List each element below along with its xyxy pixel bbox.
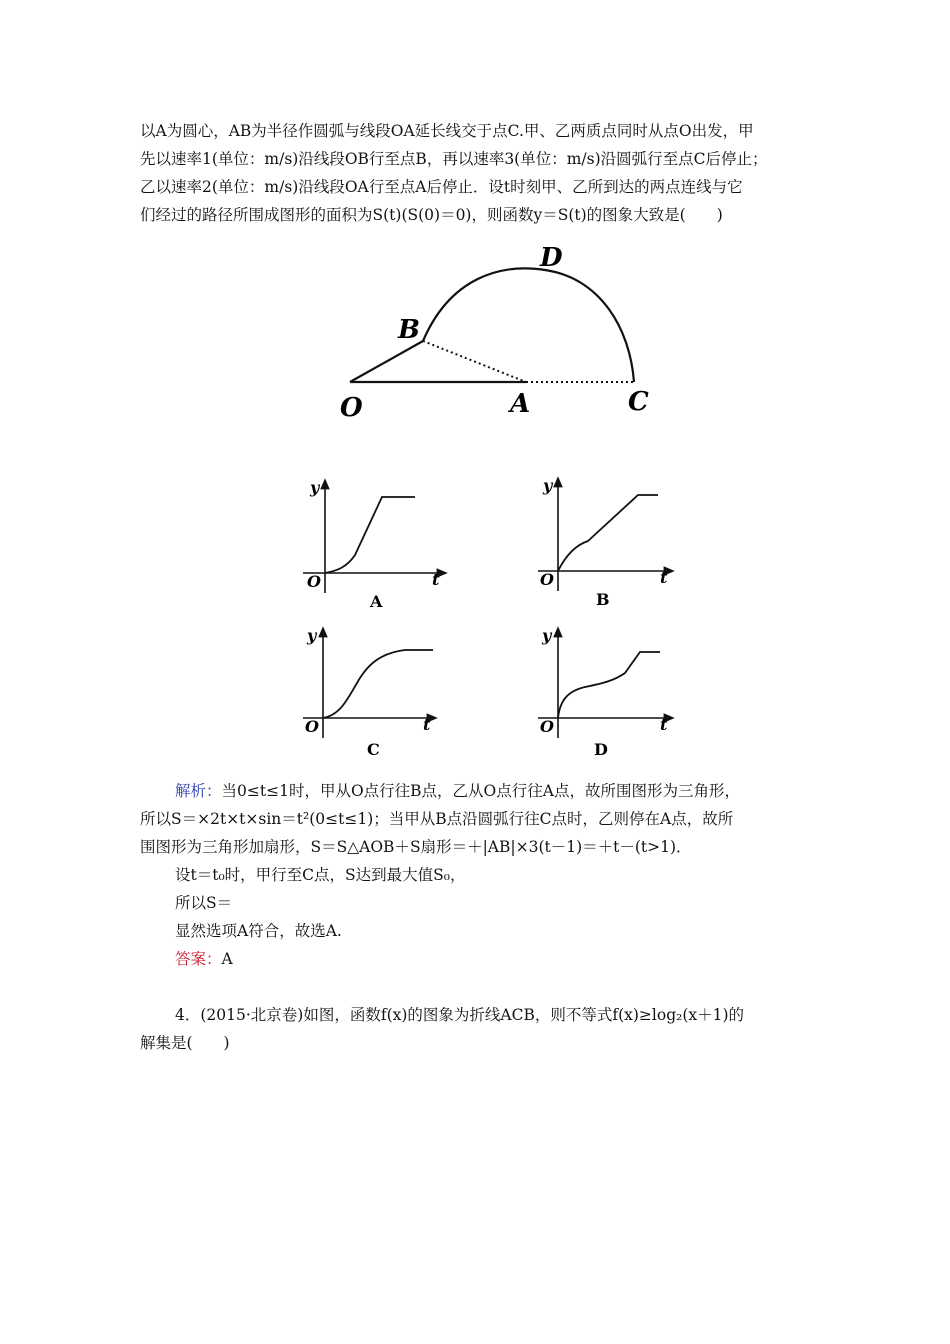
option-graph-c: [295, 625, 455, 765]
answer-value: A: [221, 950, 233, 968]
curve: [558, 495, 658, 571]
solution-text: 当0≤t≤1时，甲从O点行往B点，乙从O点行往A点，故所围图形为三角形，: [221, 782, 740, 800]
x-axis-label: t: [660, 568, 668, 587]
problem-text-line: 们经过的路径所围成图形的面积为S(t)(S(0)＝0)，则函数y＝S(t)的图象大致是( ): [140, 206, 723, 224]
problem-text-line: 乙以速率2(单位：m/s)沿线段OA行至点A后停止．设t时刻甲、乙所到达的两点连线与它: [140, 178, 743, 196]
arc-BDC: [423, 268, 634, 382]
answer-line: [175, 949, 233, 969]
x-axis-label: t: [432, 570, 440, 589]
point-label-C: C: [628, 387, 649, 417]
point-label-D: D: [540, 243, 563, 273]
option-label: A: [370, 592, 383, 611]
origin-label: O: [540, 717, 554, 736]
x-axis-label: t: [423, 715, 431, 734]
point-label-B: B: [398, 315, 420, 345]
solution-heading: 解析：: [175, 782, 222, 800]
origin-label: O: [307, 572, 321, 591]
problem4-line-1: 4．(2015·北京卷)如图，函数f(x)的图象为折线ACB，则不等式f(x)≥log₂(x＋1)的: [175, 1006, 745, 1024]
answer-label: 答案：: [175, 950, 222, 968]
curve: [558, 652, 660, 718]
solution-line-6: 显然选项A符合，故选A.: [175, 922, 342, 940]
solution-line-1: [175, 781, 740, 801]
curve: [323, 650, 433, 718]
geometry-figure: [330, 238, 670, 428]
option-graph-b: [530, 475, 690, 615]
option-label: B: [596, 590, 610, 609]
option-graph-d: [530, 625, 690, 765]
y-axis-label: y: [307, 626, 317, 645]
solution-line-4: 设t＝t₀时，甲行至C点，S达到最大值S₀，: [175, 866, 466, 884]
y-axis-label: y: [542, 626, 552, 645]
point-label-O: O: [340, 393, 363, 423]
problem4-line-2: 解集是( ): [140, 1034, 230, 1052]
option-graph-a: [295, 475, 455, 615]
curve: [325, 497, 415, 573]
y-axis-label: y: [310, 478, 320, 497]
option-label: C: [367, 740, 380, 759]
problem-text-line: 以A为圆心，AB为半径作圆弧与线段OA延长线交于点C.甲、乙两质点同时从点O出发，甲: [140, 122, 754, 140]
solution-line-2: 所以S＝×2t×t×sin＝t²(0≤t≤1)；当甲从B点沿圆弧行往C点时，乙则停在A点，故所: [140, 810, 734, 828]
option-label: D: [594, 740, 608, 759]
problem-text-line: 先以速率1(单位：m/s)沿线段OB行至点B，再以速率3(单位：m/s)沿圆弧行至点C后停止；: [140, 150, 768, 168]
y-axis-label: y: [543, 476, 553, 495]
x-axis-label: t: [660, 715, 668, 734]
solution-line-3: 围图形为三角形加扇形，S＝S△AOB＋S扇形＝＋|AB|×3(t－1)＝＋t－(t>1)．: [140, 838, 692, 856]
origin-label: O: [540, 570, 554, 589]
segment-OB: [350, 341, 423, 382]
segment-AB-dotted: [423, 341, 526, 382]
point-label-A: A: [510, 389, 531, 419]
origin-label: O: [305, 717, 319, 736]
solution-line-5: 所以S＝: [175, 894, 233, 912]
